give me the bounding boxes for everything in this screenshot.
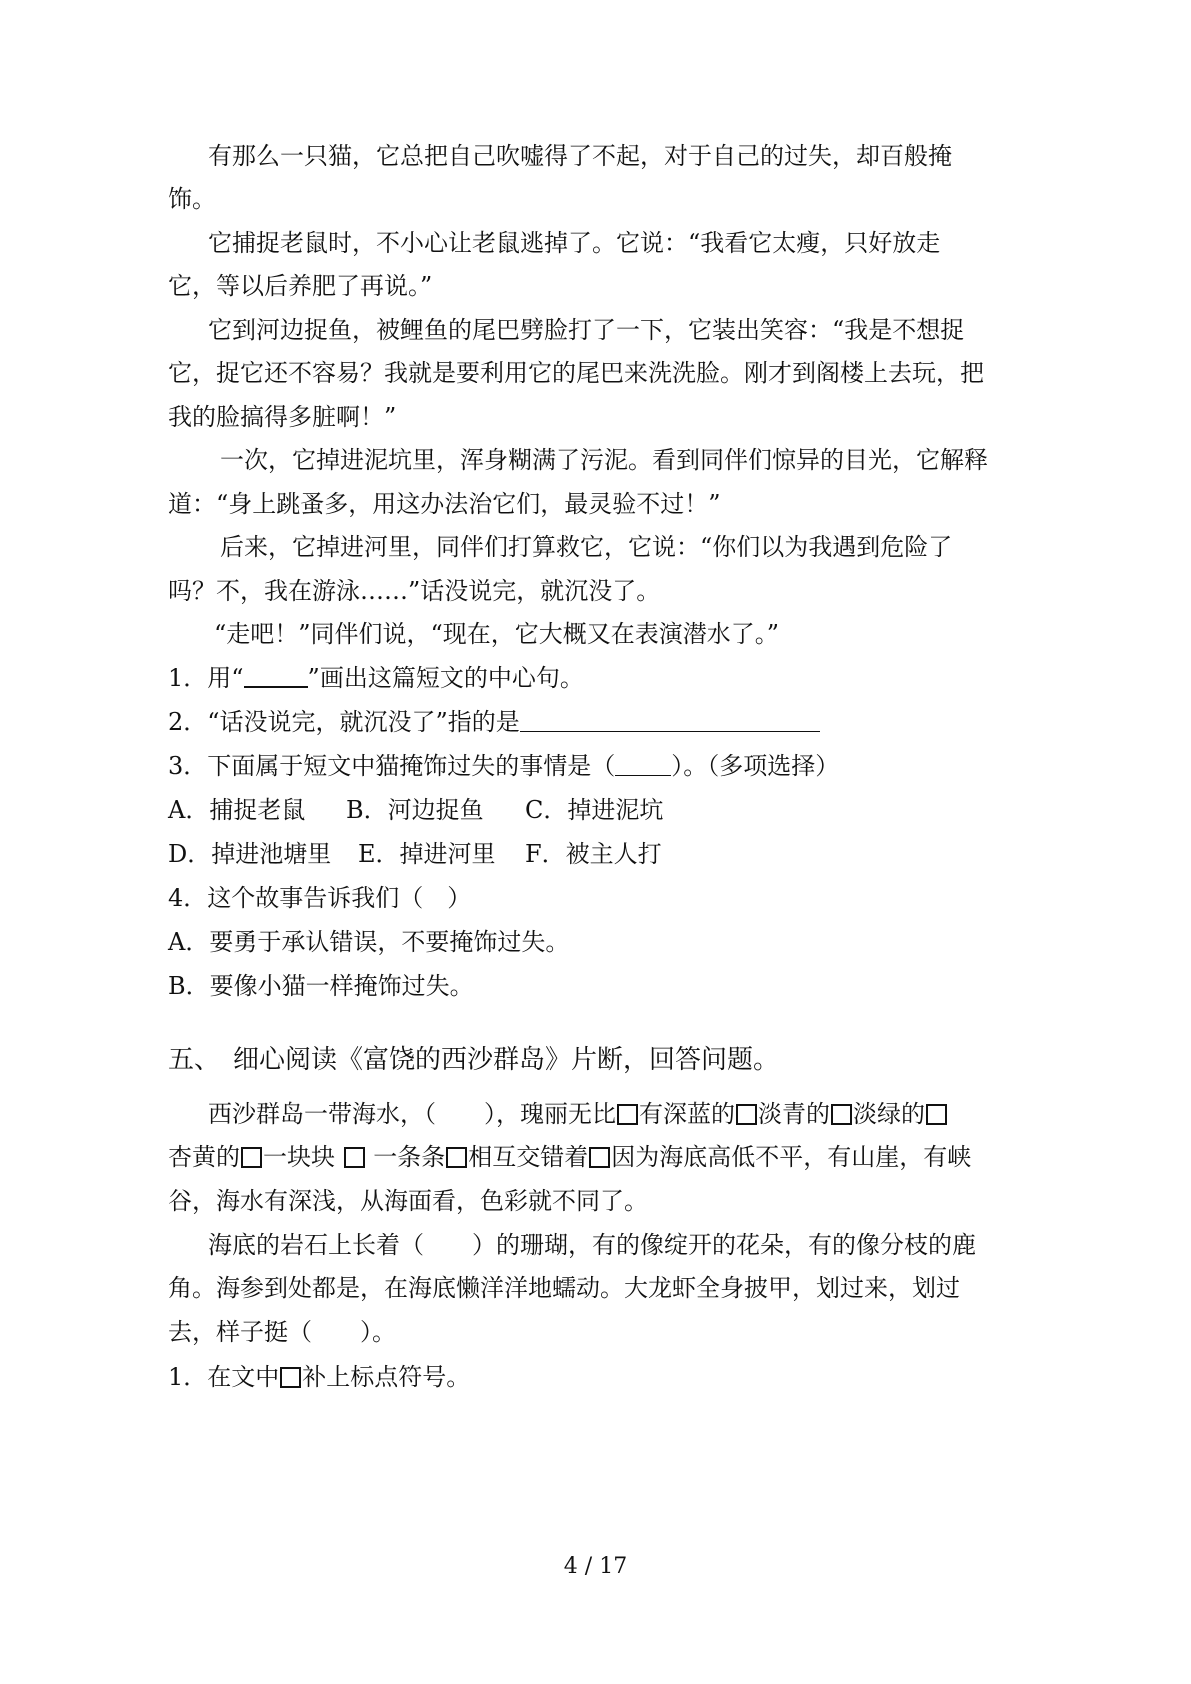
punctuation-box[interactable] <box>831 1104 852 1125</box>
punctuation-box[interactable] <box>617 1104 638 1125</box>
punctuation-box <box>280 1367 301 1388</box>
section-heading: 五、 细心阅读《富饶的西沙群岛》片断，回答问题。 <box>168 1045 780 1075</box>
punctuation-box[interactable] <box>446 1147 467 1168</box>
passage-line: “走吧！”同伴们说，“现在，它大概又在表演潜水了。” <box>214 620 780 648</box>
punctuation-box[interactable] <box>344 1147 365 1168</box>
question-1: 1．在文中 补上标点符号。 <box>168 1363 471 1391</box>
passage-line: 饰。 <box>168 185 216 213</box>
passage-line: 它，捉它还不容易？我就是要利用它的尾巴来洗洗脸。刚才到阁楼上去玩，把 <box>168 359 984 387</box>
page-number: 4 / 17 <box>563 1554 628 1579</box>
answer-blank[interactable] <box>615 753 671 776</box>
punctuation-box[interactable] <box>241 1147 262 1168</box>
passage-line: 它到河边捉鱼，被鲤鱼的尾巴劈脸打了一下，它装出笑容：“我是不想捉 <box>208 316 965 344</box>
punctuation-box[interactable] <box>926 1104 947 1125</box>
passage-line: 角。海参到处都是，在海底懒洋洋地蠕动。大龙虾全身披甲，划过来，划过 <box>168 1274 960 1302</box>
punctuation-box[interactable] <box>736 1104 757 1125</box>
passage-line: 西沙群岛一带海水，（ ），瑰丽无比 有深蓝的 淡青的 淡绿的 <box>208 1098 948 1130</box>
passage-line: 海底的岩石上长着（ ）的珊瑚，有的像绽开的花朵，有的像分枝的鹿 <box>208 1231 976 1259</box>
question-4: 4．这个故事告诉我们（ ） <box>168 884 472 912</box>
passage-line: 去，样子挺（ ）。 <box>168 1318 396 1346</box>
answer-blank[interactable] <box>520 709 820 732</box>
passage-line: 吗？不，我在游泳……”话没说完，就沉没了。 <box>168 577 661 605</box>
passage-line: 谷，海水有深浅，从海面看，色彩就不同了。 <box>168 1187 648 1215</box>
passage-line: 它捕捉老鼠时，不小心让老鼠逃掉了。它说：“我看它太瘦，只好放走 <box>208 229 941 257</box>
passage-line: 有那么一只猫，它总把自己吹嘘得了不起，对于自己的过失，却百般掩 <box>208 142 952 170</box>
option-d: D．掉进池塘里 <box>168 840 332 868</box>
option-b: B．要像小猫一样掩饰过失。 <box>168 972 474 1000</box>
option-a: A．捕捉老鼠 <box>168 796 306 824</box>
option-b: B．河边捉鱼 <box>346 796 484 824</box>
question-2: 2．“话没说完，就沉没了”指的是 <box>168 706 820 738</box>
question-3: 3．下面属于短文中猫掩饰过失的事情是（ ）。（多项选择） <box>168 752 840 780</box>
option-f: F．被主人打 <box>525 840 662 868</box>
passage-line: 一次，它掉进泥坑里，浑身糊满了污泥。看到同伴们惊异的目光，它解释 <box>220 446 988 474</box>
passage-line: 杏黄的 一块块 一条条 相互交错着 因为海底高低不平，有山崖，有峡 <box>168 1143 972 1171</box>
option-a: A．要勇于承认错误，不要掩饰过失。 <box>168 928 570 956</box>
underline-blank[interactable] <box>244 664 308 688</box>
passage-line: 道：“身上跳蚤多，用这办法治它们，最灵验不过！” <box>168 490 721 518</box>
passage-line: 它，等以后养肥了再说。” <box>168 272 433 300</box>
punctuation-box[interactable] <box>589 1147 610 1168</box>
option-c: C．掉进泥坑 <box>525 796 664 824</box>
option-e: E．掉进河里 <box>358 840 496 868</box>
passage-line: 后来，它掉进河里，同伴们打算救它，它说：“你们以为我遇到危险了 <box>220 533 953 561</box>
passage-line: 我的脸搞得多脏啊！” <box>168 403 397 431</box>
question-1: 1．用“ ”画出这篇短文的中心句。 <box>168 664 584 692</box>
